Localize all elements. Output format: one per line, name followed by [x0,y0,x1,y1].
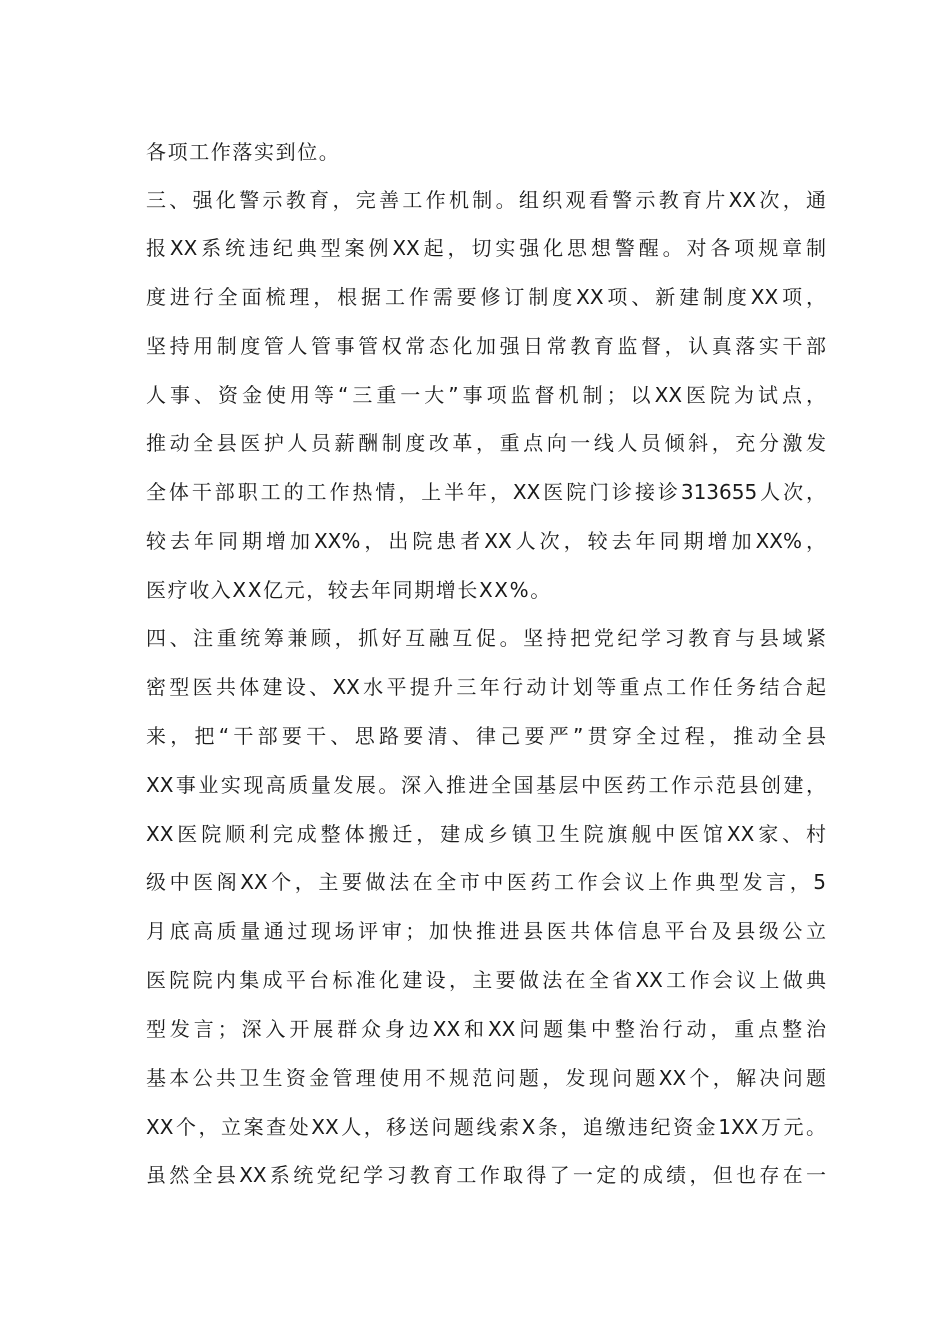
text-line-5: 坚持用制度管人管事管权常态化加强日常教育监督，认真落实干部 [146,334,826,358]
text-line-21: XX个，立案查处XX人，移送问题线索X条，追缴违纪资金1XX万元。 [146,1115,826,1139]
text-line-3: 报XX系统违纪典型案例XX起，切实强化思想警醒。对各项规章制 [146,236,826,260]
text-line-8: 全体干部职工的工作热情，上半年，XX医院门诊接诊313655人次， [146,480,826,504]
text-line-15: XX医院顺利完成整体搬迁，建成乡镇卫生院旗舰中医馆XX家、村 [146,822,826,846]
text-line-4: 度进行全面梳理，根据工作需要修订制度XX项、新建制度XX项， [146,285,826,309]
text-line-16: 级中医阁XX个，主要做法在全市中医药工作会议上作典型发言，5 [146,870,826,894]
text-line-1: 各项工作落实到位。 [146,140,341,164]
text-line-20: 基本公共卫生资金管理使用不规范问题，发现问题XX个，解决问题 [146,1066,826,1090]
text-line-2: 三、强化警示教育，完善工作机制。组织观看警示教育片XX次，通 [146,188,826,212]
text-line-17: 月底高质量通过现场评审；加快推进县医共体信息平台及县级公立 [146,919,826,943]
text-line-14: XX事业实现高质量发展。深入推进全国基层中医药工作示范县创建， [146,773,826,797]
text-line-11: 四、注重统筹兼顾，抓好互融互促。坚持把党纪学习教育与县域紧 [146,626,826,650]
text-line-6: 人事、资金使用等“三重一大”事项监督机制；以XX医院为试点， [146,383,826,407]
text-line-9: 较去年同期增加XX%，出院患者XX人次，较去年同期增加XX%， [146,529,826,553]
text-line-19: 型发言；深入开展群众身边XX和XX问题集中整治行动，重点整治 [146,1017,826,1041]
text-line-13: 来，把“干部要干、思路要清、律己要严”贯穿全过程，推动全县 [146,724,826,748]
text-line-22: 虽然全县XX系统党纪学习教育工作取得了一定的成绩，但也存在一 [146,1163,826,1187]
text-line-12: 密型医共体建设、XX水平提升三年行动计划等重点工作任务结合起 [146,675,826,699]
text-line-10: 医疗收入XX亿元，较去年同期增长XX%。 [146,578,552,602]
text-line-18: 医院院内集成平台标准化建设，主要做法在全省XX工作会议上做典 [146,968,826,992]
text-line-7: 推动全县医护人员薪酬制度改革，重点向一线人员倾斜，充分激发 [146,431,826,455]
